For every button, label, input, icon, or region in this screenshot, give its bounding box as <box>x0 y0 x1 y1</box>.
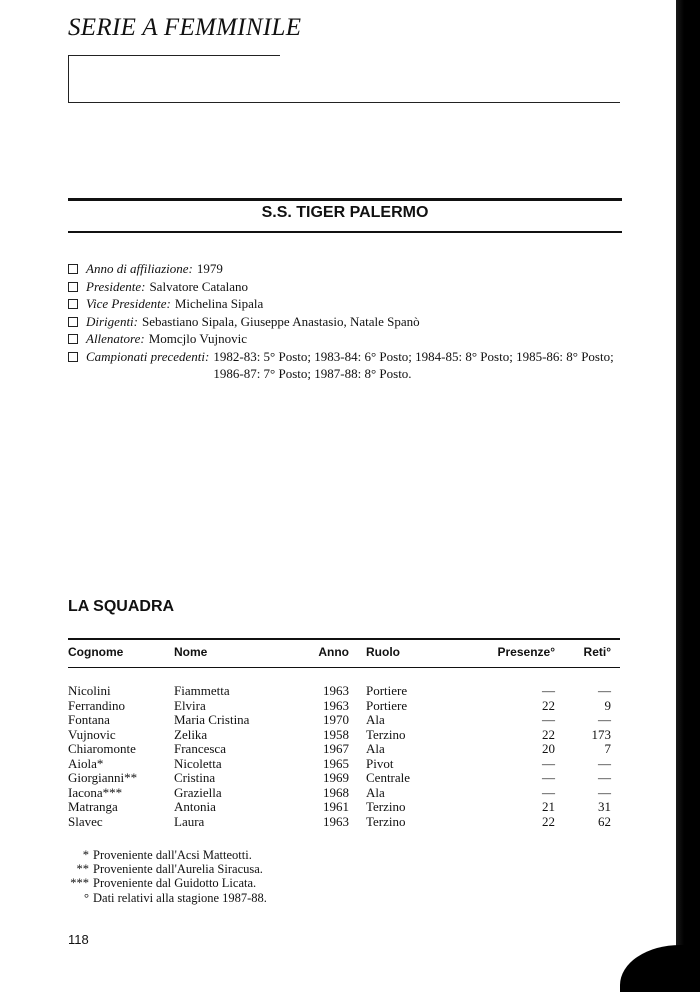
info-value: Momcjlo Vujnovic <box>148 331 248 346</box>
table-cell-first-name: Zelika <box>174 726 208 742</box>
table-cell-surname: Fontana <box>68 712 110 727</box>
table-cell-first-name: Graziella <box>174 784 222 800</box>
book-binding-shadow <box>620 945 700 992</box>
table-cell-surname: Chiaromonte <box>68 741 136 756</box>
info-value: 1979 <box>196 261 223 276</box>
table-cell-appearances: — <box>542 770 555 785</box>
footnote-text: Proveniente dall'Acsi Matteotti. <box>93 848 252 862</box>
footnote <box>62 848 267 862</box>
info-value: Michelina Sipala <box>174 296 264 311</box>
checkbox-icon <box>68 264 78 274</box>
table-cell-birth-year: 1963 <box>323 697 349 713</box>
footnote <box>62 876 267 890</box>
footnote-mark: * <box>82 848 89 862</box>
table-cell-birth-year: 1958 <box>323 726 349 742</box>
info-label: Anno di affiliazione: <box>86 261 193 276</box>
header-col-appearances: Presenze° <box>497 645 555 659</box>
footnote-text: Dati relativi alla stagione 1987-88. <box>93 890 267 905</box>
table-cell-role: Ala <box>366 741 385 756</box>
team-rule-top <box>68 198 622 201</box>
table-cell-appearances: — <box>542 784 555 800</box>
header-col-name: Nome <box>174 645 208 659</box>
table-cell-birth-year: 1969 <box>323 770 349 785</box>
table-cell-goals: 173 <box>591 726 611 742</box>
table-cell-role: Terzino <box>366 799 406 814</box>
team-rule-bottom <box>68 231 622 233</box>
table-cell-birth-year: 1961 <box>323 799 349 814</box>
info-value: Sebastiano Sipala, Giuseppe Anastasio, Natale Spanò <box>142 313 420 329</box>
footnote-mark: ° <box>84 890 89 905</box>
table-rule-header <box>68 667 620 668</box>
checkbox-icon <box>68 334 78 344</box>
header-col-goals: Reti° <box>583 645 611 659</box>
info-item <box>68 295 628 313</box>
table-cell-birth-year: 1965 <box>323 755 349 771</box>
info-label: Presidente: <box>86 278 146 294</box>
table-cell-surname: Ferrandino <box>68 697 126 713</box>
table-cell-goals: 62 <box>598 813 611 829</box>
table-cell-appearances: 20 <box>542 741 555 756</box>
table-cell-goals: — <box>598 712 611 727</box>
footnotes <box>62 848 267 905</box>
table-cell-birth-year: 1968 <box>323 784 349 800</box>
table-cell-birth-year: 1963 <box>323 813 349 829</box>
table-cell-role: Ala <box>366 712 385 727</box>
table-cell-role: Centrale <box>366 770 411 785</box>
table-cell-role: Ala <box>366 784 385 800</box>
footnote <box>62 862 267 876</box>
info-label: Vice Presidente: <box>86 296 171 311</box>
table-cell-first-name: Maria Cristina <box>174 712 250 727</box>
checkbox-icon <box>68 352 78 362</box>
table-cell-appearances: — <box>542 712 555 727</box>
table-cell-goals: — <box>598 770 611 785</box>
table-cell-role: Pivot <box>366 755 394 771</box>
info-item <box>68 278 628 296</box>
header-col-surname: Cognome <box>68 645 124 659</box>
info-item <box>68 348 628 383</box>
footnote <box>62 891 267 905</box>
table-cell-role: Terzino <box>366 813 406 829</box>
table-cell-first-name: Nicoletta <box>174 755 222 771</box>
table-cell-surname: Nicolini <box>68 683 111 698</box>
table-cell-surname: Vujnovic <box>68 726 116 742</box>
table-cell-birth-year: 1963 <box>323 683 349 698</box>
table-cell-surname: Giorgianni** <box>68 770 138 785</box>
header-col-year: Anno <box>318 645 349 659</box>
footnote-mark: ** <box>76 862 89 877</box>
table-cell-role: Portiere <box>366 683 408 698</box>
table-cell-appearances: 22 <box>542 726 555 742</box>
table-cell-goals: 9 <box>604 697 611 713</box>
table-cell-goals: — <box>598 683 611 698</box>
table-cell-appearances: 21 <box>542 799 555 814</box>
table-cell-first-name: Fiammetta <box>174 683 230 698</box>
checkbox-icon <box>68 317 78 327</box>
table-cell-goals: — <box>598 755 611 771</box>
table-cell-birth-year: 1970 <box>323 712 349 727</box>
club-info-list <box>68 260 628 383</box>
table-cell-surname: Aiola* <box>68 755 104 771</box>
table-cell-appearances: 22 <box>542 697 555 713</box>
checkbox-icon <box>68 299 78 309</box>
table-cell-role: Portiere <box>366 697 408 713</box>
info-item <box>68 313 628 331</box>
table-cell-surname: Matranga <box>68 799 118 814</box>
footnote-mark: *** <box>70 876 89 891</box>
team-name: S.S. TIGER PALERMO <box>261 204 429 221</box>
info-label: Dirigenti: <box>86 313 138 329</box>
table-cell-goals: 31 <box>598 799 611 814</box>
info-item <box>68 330 628 348</box>
table-cell-surname: Iacona*** <box>68 784 123 800</box>
footnote-text: Proveniente dal Guidotto Licata. <box>93 876 257 891</box>
squad-title: LA SQUADRA <box>68 598 175 615</box>
table-cell-appearances: — <box>542 755 555 771</box>
logo-placeholder-frame <box>68 55 620 103</box>
info-label: Campionati precedenti: <box>86 348 210 364</box>
checkbox-icon <box>68 282 78 292</box>
table-cell-first-name: Elvira <box>174 697 206 713</box>
table-rule-top <box>68 638 620 640</box>
table-cell-role: Terzino <box>366 726 406 742</box>
table-cell-surname: Slavec <box>68 813 103 829</box>
table-cell-first-name: Antonia <box>174 799 216 814</box>
table-cell-appearances: 22 <box>542 813 555 829</box>
book-binding-edge <box>676 0 700 992</box>
table-cell-first-name: Cristina <box>174 770 216 785</box>
header-col-role: Ruolo <box>366 645 400 659</box>
info-item <box>68 260 628 278</box>
table-cell-first-name: Laura <box>174 813 205 829</box>
table-cell-goals: — <box>598 784 611 800</box>
table-cell-birth-year: 1967 <box>323 741 349 756</box>
info-label: Allenatore: <box>86 331 145 346</box>
section-title: SERIE A FEMMINILE <box>68 14 302 41</box>
info-value: 1982-83: 5° Posto; 1983-84: 6° Posto; 1984-85: 8° Posto; 1985-86: 8° Posto; 1986-87: 7° Posto; 1987-88: 8° Posto. <box>213 348 614 381</box>
info-value: Salvatore Catalano <box>149 278 249 294</box>
table-cell-goals: 7 <box>604 741 611 756</box>
table-cell-appearances: — <box>542 683 555 698</box>
footnote-text: Proveniente dall'Aurelia Siracusa. <box>93 862 263 877</box>
page-number: 118 <box>68 932 89 947</box>
table-cell-first-name: Francesca <box>174 741 226 756</box>
